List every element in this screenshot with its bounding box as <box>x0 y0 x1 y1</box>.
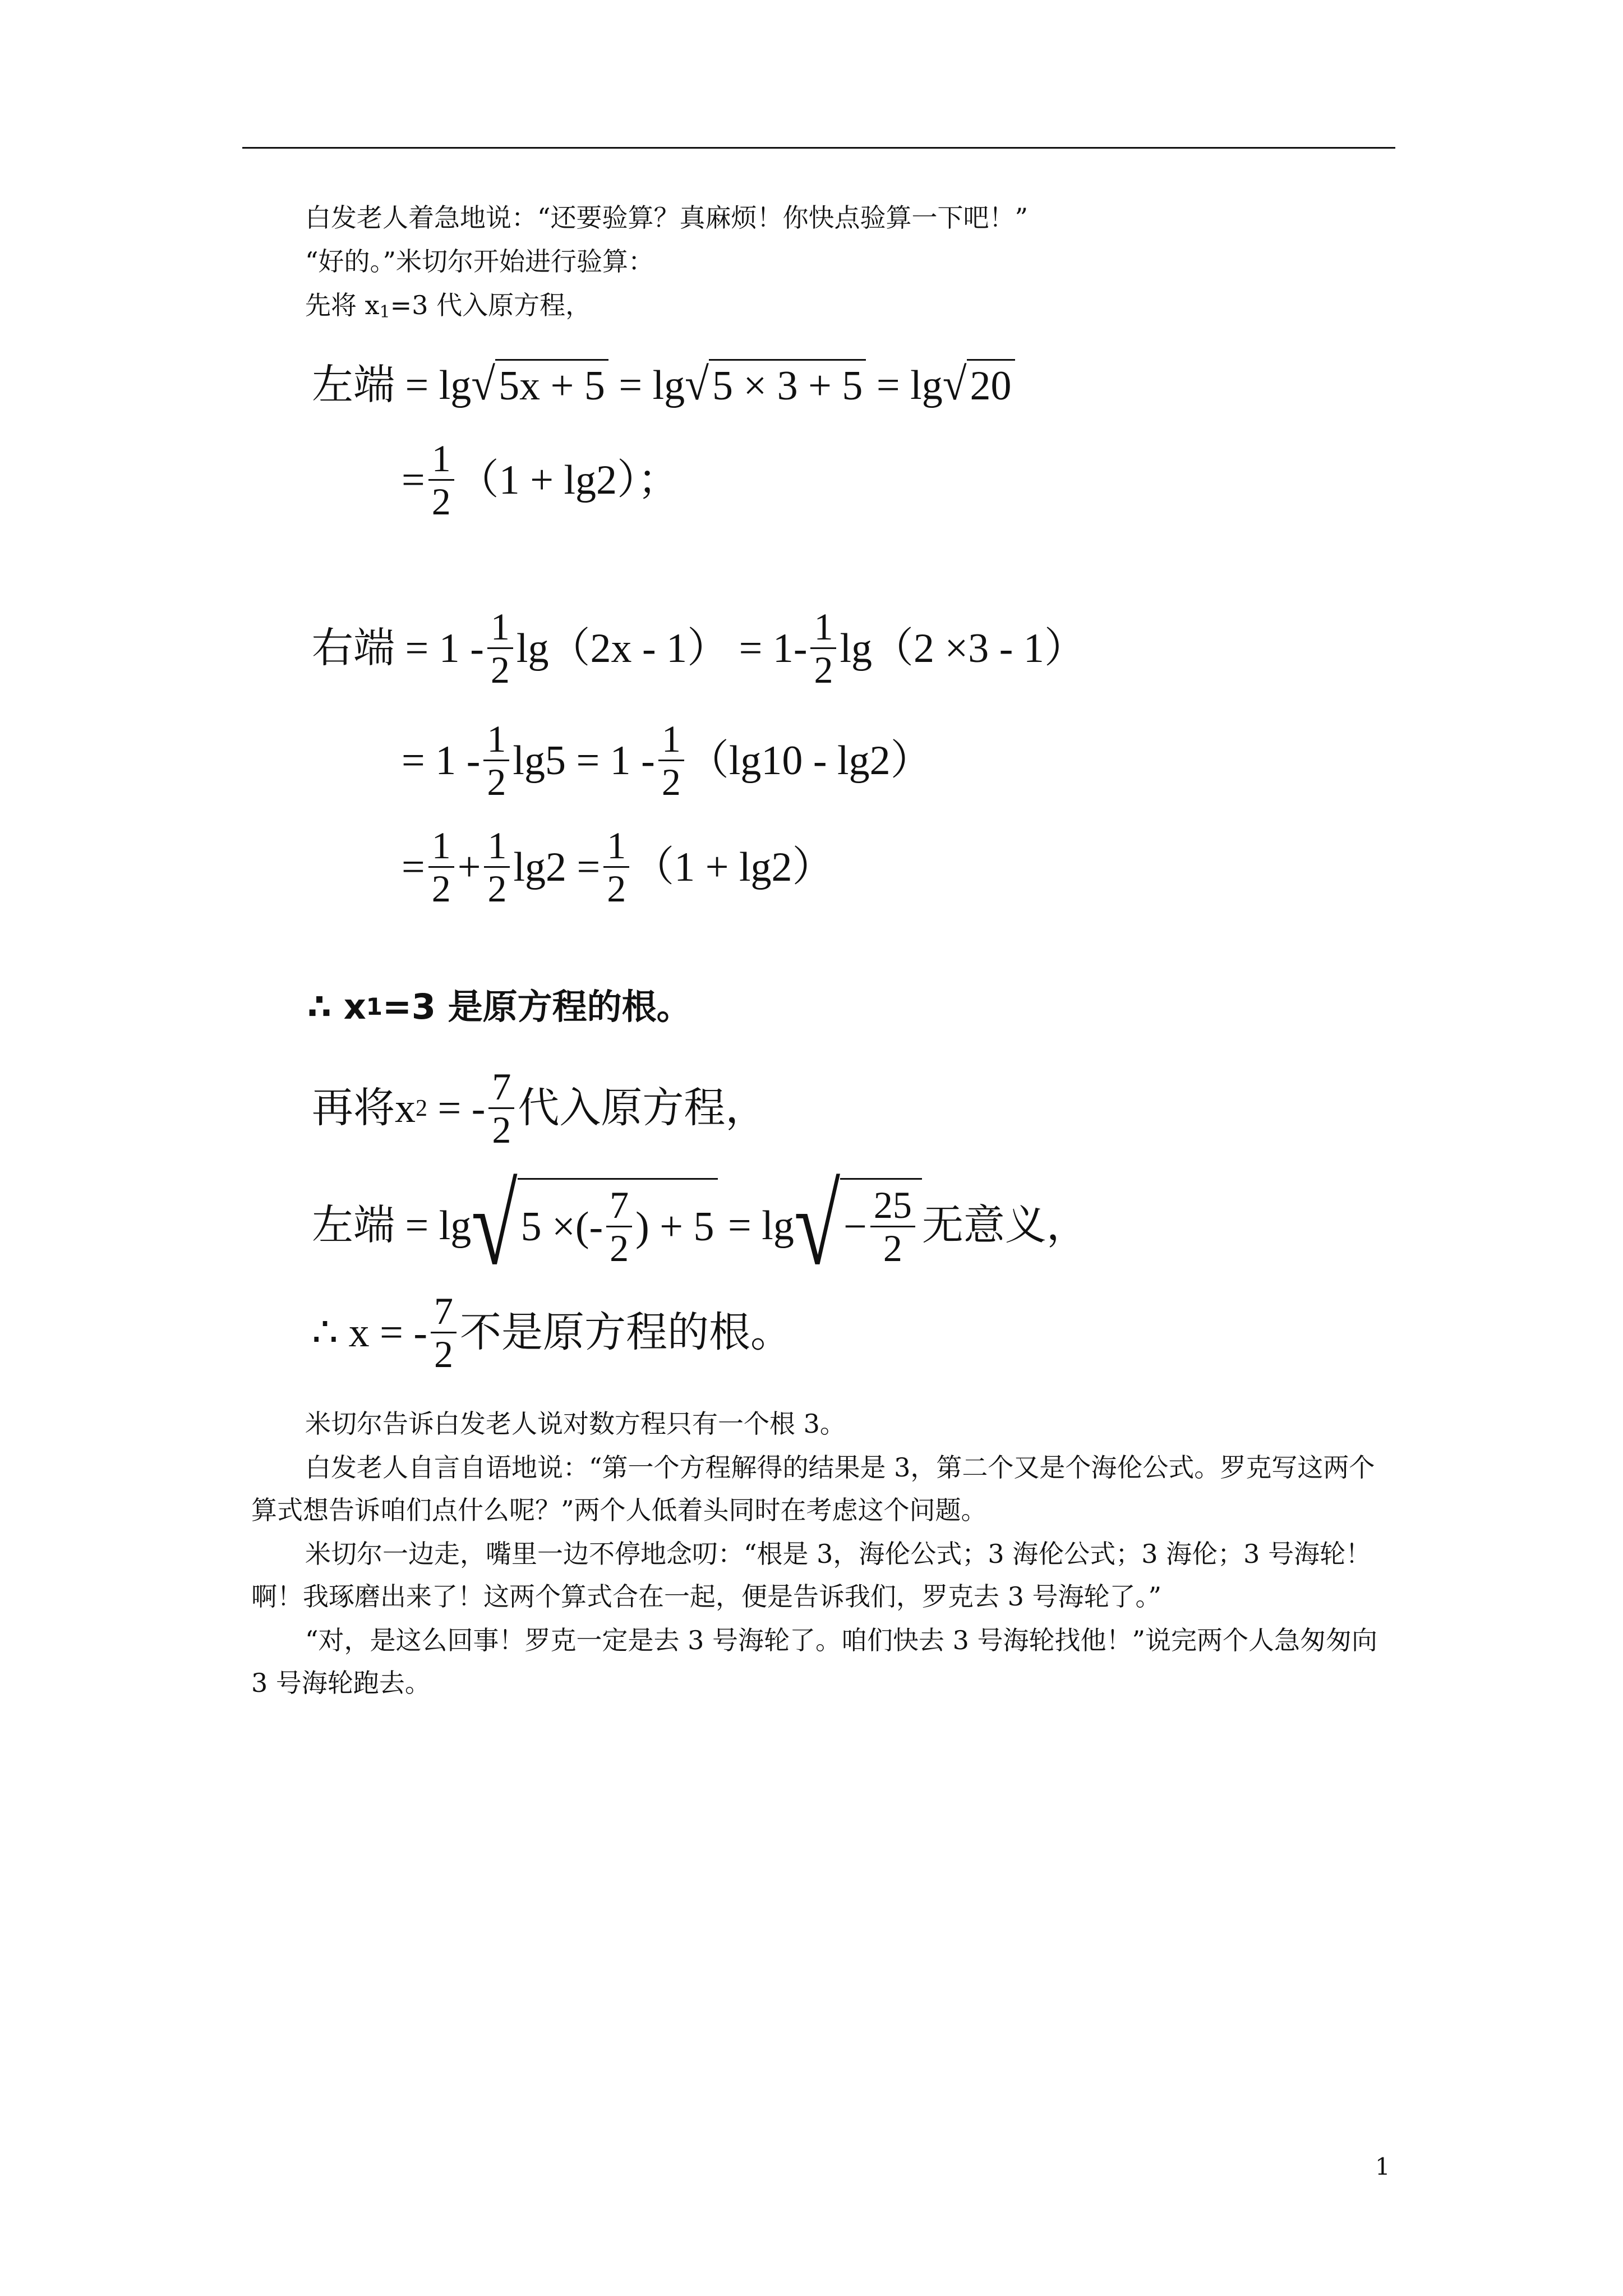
intro-line-2: “好的。”米切尔开始进行验算： <box>305 246 654 277</box>
intro-line-3: 先将 $x_1=3$ 代入原方程， <box>305 290 592 322</box>
intro-line-1: 白发老人着急地说：“还要验算？真麻烦！你快点验算一下吧！” <box>305 203 1029 233</box>
story-paragraph-3: 米切尔一边走，嘴里一边不停地念叨：“根是 3，海伦公式；3 海伦公式；3 海伦；3 号海轮！啊！我琢磨出来了！这两个算式合在一起，便是告诉我们，罗克去 3 号海轮了。” <box>251 1539 1372 1612</box>
sqrt-neg-25-2: √ − $\frac{25}{2}$ <box>794 1178 922 1273</box>
story-paragraph-2: 白发老人自言自语地说：“第一个方程解得的结果是 3，第二个又是个海伦公式。罗克写这两个算式想告诉咱们点什么呢？”两个人低着头同时在考虑这个问题。 <box>251 1452 1375 1525</box>
sqrt-5x-plus-5: √ 5x + 5 <box>471 359 608 411</box>
story-paragraph-1: 米切尔告诉白发老人说对数方程只有一个根 3。 <box>305 1409 846 1439</box>
fraction: $\frac{1}{2}$ <box>428 438 454 522</box>
eq-right-line-2: = 1 - $\frac{1}{2}$ lg5 = 1 - $\frac{1}{2}$ （lg10 - lg2） <box>402 717 932 803</box>
conclusion-x2-not-root: ∴ x = - $\frac{7}{2}$ 不是原方程的根。 <box>312 1290 792 1375</box>
conclusion-x1-root: ∴ x 1 =3 是原方程的根。 <box>307 986 691 1027</box>
page-number: 1 <box>1375 2153 1390 2180</box>
eq-right-line-3: = $\frac{1}{2}$ + $\frac{1}{2}$ lg2 = $\frac{1}{2}$ （1 + lg2） <box>402 824 834 910</box>
sqrt-5x3-plus-5: √ 5 × 3 + 5 <box>685 359 866 411</box>
story-paragraph-4: “对，是这么回事！罗克一定是去 3 号海轮了。咱们快去 3 号海轮找他！”说完两个人急匆匆向 3 号海轮跑去。 <box>251 1625 1378 1698</box>
eq-left-x2: 左端 = lg √ 5 ×(- $\frac{7}{2}$ ) + 5 = lg √ − $\frac{25}{2}$ 无意义， <box>312 1162 1088 1289</box>
eq-substitute-x2: 再将x 2 = - $\frac{7}{2}$ 代入原方程， <box>312 1065 767 1151</box>
eq-left-line-2: = $\frac{1}{2}$ （1 + lg2）； <box>402 437 680 523</box>
sqrt-20: √ 20 <box>943 359 1015 411</box>
eq-right-line-1: 右端 = 1 - $\frac{1}{2}$ lg（2x - 1） = 1- $\frac{1}{2}$ lg（2 ×3 - 1） <box>312 605 1086 691</box>
eq-left-line-1: 左端 = lg √ 5x + 5 = lg √ 5 × 3 + 5 = lg √ 20 <box>312 359 1015 411</box>
sqrt-5x-neg-7-2: √ 5 ×(- $\frac{7}{2}$ ) + 5 <box>471 1178 717 1273</box>
header-rule <box>242 147 1395 149</box>
